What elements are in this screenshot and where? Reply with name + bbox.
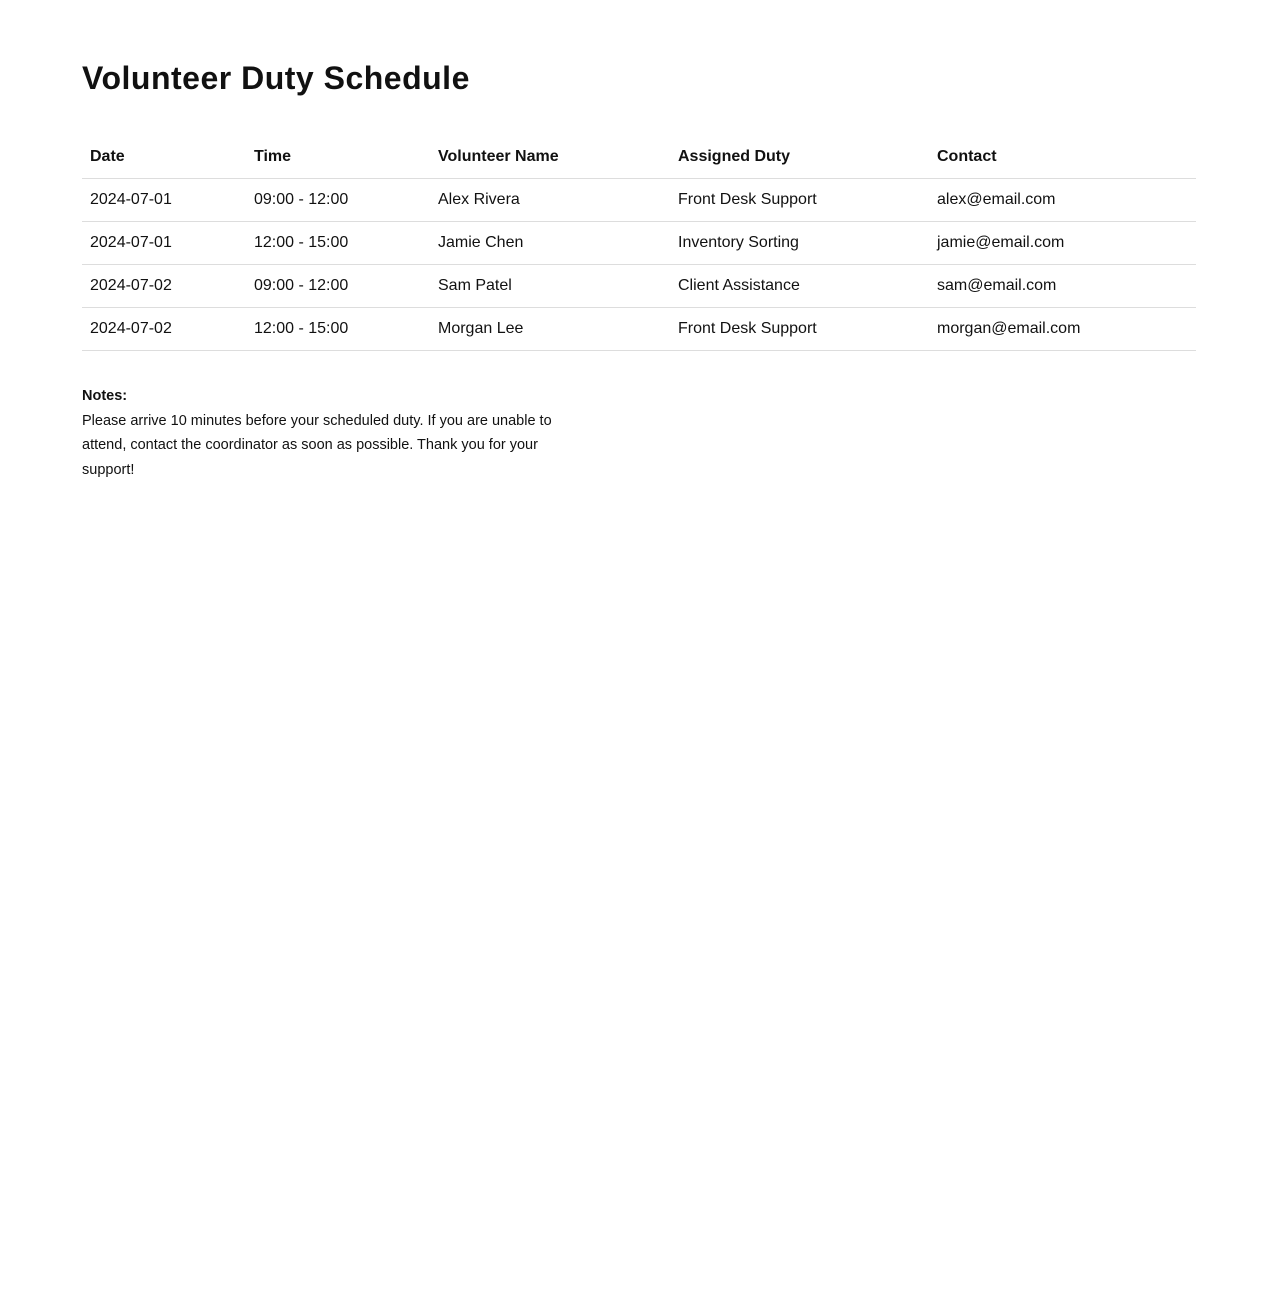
- table-row: [82, 222, 1196, 265]
- cell-date: 2024-07-01: [82, 222, 246, 265]
- cell-contact: alex@email.com: [929, 179, 1196, 222]
- table-row: [82, 265, 1196, 308]
- table-header: [82, 135, 1196, 179]
- notes-label: Notes:: [82, 388, 128, 404]
- cell-assigned-duty: Front Desk Support: [670, 179, 929, 222]
- table-row: [82, 308, 1196, 351]
- table-row: [82, 179, 1196, 222]
- cell-assigned-duty: Client Assistance: [670, 265, 929, 308]
- cell-volunteer-name: Alex Rivera: [430, 179, 670, 222]
- cell-contact: jamie@email.com: [929, 222, 1196, 265]
- cell-time: 09:00 - 12:00: [246, 179, 430, 222]
- column-header-time: Time: [246, 135, 430, 179]
- schedule-table: [82, 135, 1196, 351]
- cell-time: 12:00 - 15:00: [246, 308, 430, 351]
- cell-time: 09:00 - 12:00: [246, 265, 430, 308]
- cell-date: 2024-07-02: [82, 308, 246, 351]
- cell-time: 12:00 - 15:00: [246, 222, 430, 265]
- column-header-volunteer-name: Volunteer Name: [430, 135, 670, 179]
- cell-assigned-duty: Inventory Sorting: [670, 222, 929, 265]
- cell-date: 2024-07-02: [82, 265, 246, 308]
- page-title: Volunteer Duty Schedule: [82, 60, 470, 96]
- column-header-contact: Contact: [929, 135, 1196, 179]
- page: [0, 0, 1278, 482]
- cell-contact: morgan@email.com: [929, 308, 1196, 351]
- cell-volunteer-name: Sam Patel: [430, 265, 670, 308]
- notes-section: [82, 384, 582, 482]
- table-body: [82, 179, 1196, 351]
- cell-volunteer-name: Jamie Chen: [430, 222, 670, 265]
- cell-date: 2024-07-01: [82, 179, 246, 222]
- cell-volunteer-name: Morgan Lee: [430, 308, 670, 351]
- table-header-row: [82, 135, 1196, 179]
- notes-text: Please arrive 10 minutes before your scheduled duty. If you are unable to attend, contact the coordinator as soon as possible. Thank you for your support!: [82, 412, 552, 478]
- column-header-date: Date: [82, 135, 246, 179]
- cell-assigned-duty: Front Desk Support: [670, 308, 929, 351]
- cell-contact: sam@email.com: [929, 265, 1196, 308]
- column-header-assigned-duty: Assigned Duty: [670, 135, 929, 179]
